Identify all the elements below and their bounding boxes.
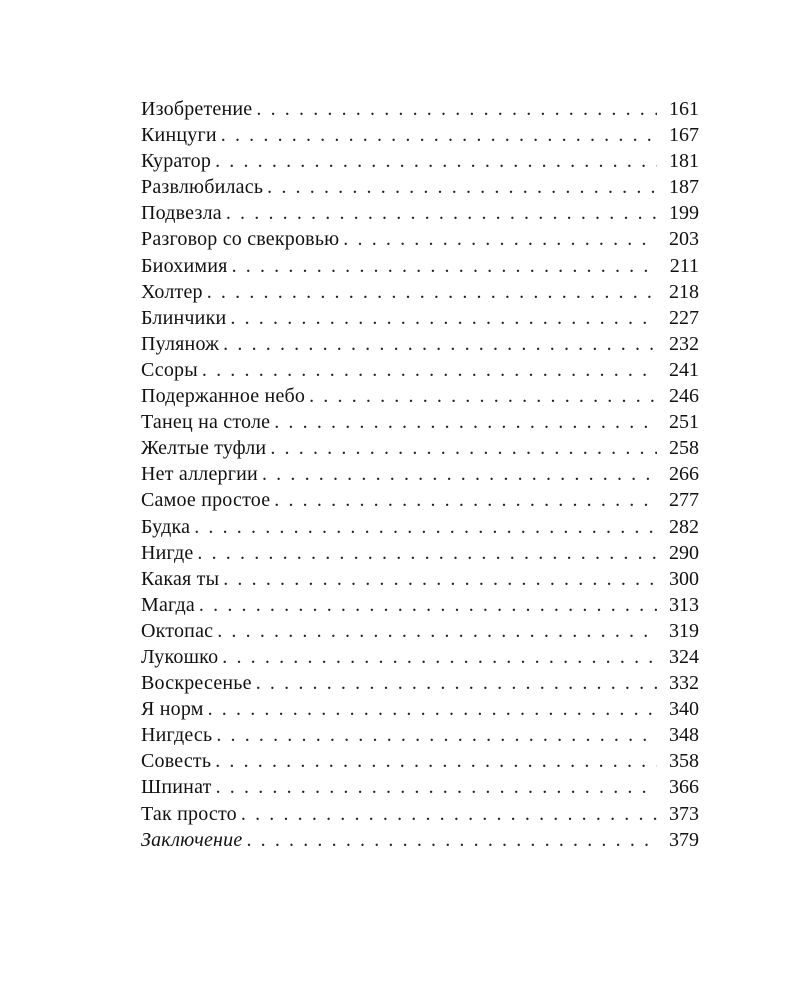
toc-entry[interactable] [141,122,699,148]
toc-entry[interactable] [141,200,699,226]
entry-title: Нигдесь [141,724,213,747]
dot-leader [270,435,657,461]
toc-entry[interactable] [141,774,699,800]
entry-page-number: 358 [669,750,699,773]
dot-leader [194,514,657,540]
toc-entry[interactable] [141,566,699,592]
toc-entry[interactable] [141,592,699,618]
toc-entry[interactable] [141,226,699,252]
toc-entry[interactable] [141,409,699,435]
entry-page-number: 218 [669,280,699,303]
entry-title: Пулянож [141,332,220,355]
dot-leader [222,644,657,670]
dot-leader [216,774,657,800]
entry-title: Блинчики [141,306,227,329]
entry-page-number: 313 [669,593,699,616]
entry-title: Куратор [141,150,212,173]
entry-title: Подвезла [141,202,222,225]
entry-title: Так просто [141,802,237,825]
dot-leader [199,592,657,618]
entry-page-number: 348 [669,724,699,747]
entry-title: Изобретение [141,98,253,120]
toc-entry[interactable] [141,279,699,305]
entry-title: Октопас [141,619,214,642]
entry-page-number: 332 [669,672,699,695]
dot-leader [232,253,657,279]
entry-page-number: 282 [669,515,699,538]
toc-entry[interactable] [141,305,699,331]
entry-page-number: 241 [669,358,699,381]
toc-entry[interactable] [141,174,699,200]
toc-entry[interactable] [141,540,699,566]
toc-entry[interactable] [141,801,699,827]
entry-page-number: 340 [669,698,699,721]
entry-page-number: 203 [669,228,699,251]
entry-title: Лукошко [141,645,219,668]
toc-entry[interactable] [141,827,699,853]
toc-entry[interactable] [141,331,699,357]
entry-title: Какая ты [141,567,220,590]
dot-leader [256,670,657,696]
dot-leader [223,331,657,357]
dot-leader [215,148,657,174]
entry-title: Будка [141,515,191,538]
entry-title: Подержанное небо [141,385,306,408]
dot-leader [274,409,657,435]
dot-leader [216,722,657,748]
entry-title: Танец на столе [141,411,271,434]
entry-title: Биохимия [141,254,228,277]
dot-leader [217,618,657,644]
entry-page-number: 366 [669,776,699,799]
toc-entry[interactable] [141,722,699,748]
toc-entry[interactable] [141,618,699,644]
entry-page-number: 379 [669,828,699,851]
entry-title: Холтер [141,280,203,303]
table-of-contents [141,96,699,853]
toc-entry[interactable] [141,696,699,722]
entry-page-number: 373 [669,802,699,825]
entry-page-number: 258 [669,437,699,460]
dot-leader [208,696,657,722]
entry-page-number: 277 [669,489,699,512]
dot-leader [274,487,657,513]
dot-leader [223,566,657,592]
entry-page-number: 181 [669,150,699,173]
toc-entry[interactable] [141,253,699,279]
entry-page-number: 232 [669,332,699,355]
entry-page-number: 211 [669,254,699,277]
entry-page-number: 167 [669,124,699,147]
entry-page-number: 161 [669,98,699,120]
dot-leader [230,305,657,331]
toc-entry[interactable] [141,644,699,670]
entry-page-number: 300 [669,567,699,590]
dot-leader [241,801,657,827]
entry-page-number: 251 [669,411,699,434]
entry-page-number: 266 [669,463,699,486]
dot-leader [207,279,657,305]
dot-leader [197,540,657,566]
entry-title: Ссоры [141,358,198,381]
entry-title: Развлюбилась [141,176,264,199]
toc-entry[interactable] [141,96,699,122]
entry-title: Нигде [141,541,194,564]
entry-page-number: 227 [669,306,699,329]
entry-title: Самое простое [141,489,271,512]
entry-page-number: 290 [669,541,699,564]
toc-entry[interactable] [141,148,699,174]
dot-leader [309,383,657,409]
entry-title: Шпинат [141,776,212,799]
entry-title: Воскресенье [141,672,252,695]
toc-entry[interactable] [141,357,699,383]
entry-page-number: 319 [669,619,699,642]
entry-page-number: 199 [669,202,699,225]
entry-title: Совесть [141,750,212,773]
toc-entry[interactable] [141,748,699,774]
entry-title: Кинцуги [141,124,217,147]
dot-leader [267,174,657,200]
dot-leader [215,748,657,774]
entry-page-number: 187 [669,176,699,199]
toc-entry[interactable] [141,383,699,409]
dot-leader [262,461,657,487]
dot-leader [202,357,657,383]
toc-entry[interactable] [141,461,699,487]
entry-title: Я норм [141,698,204,721]
dot-leader [256,96,657,122]
dot-leader [246,827,657,853]
toc-entry[interactable] [141,435,699,461]
dot-leader [343,226,657,252]
entry-page-number: 246 [669,385,699,408]
entry-page-number: 324 [669,645,699,668]
entry-title: Магда [141,593,195,616]
entry-title: Нет аллергии [141,463,258,486]
entry-title: Заключение [141,828,243,851]
dot-leader [226,200,657,226]
toc-entry[interactable] [141,670,699,696]
dot-leader [221,122,657,148]
entry-title: Желтые туфли [141,437,267,460]
entry-title: Разговор со свекровью [141,228,340,251]
toc-entry[interactable] [141,487,699,513]
toc-entry[interactable] [141,514,699,540]
